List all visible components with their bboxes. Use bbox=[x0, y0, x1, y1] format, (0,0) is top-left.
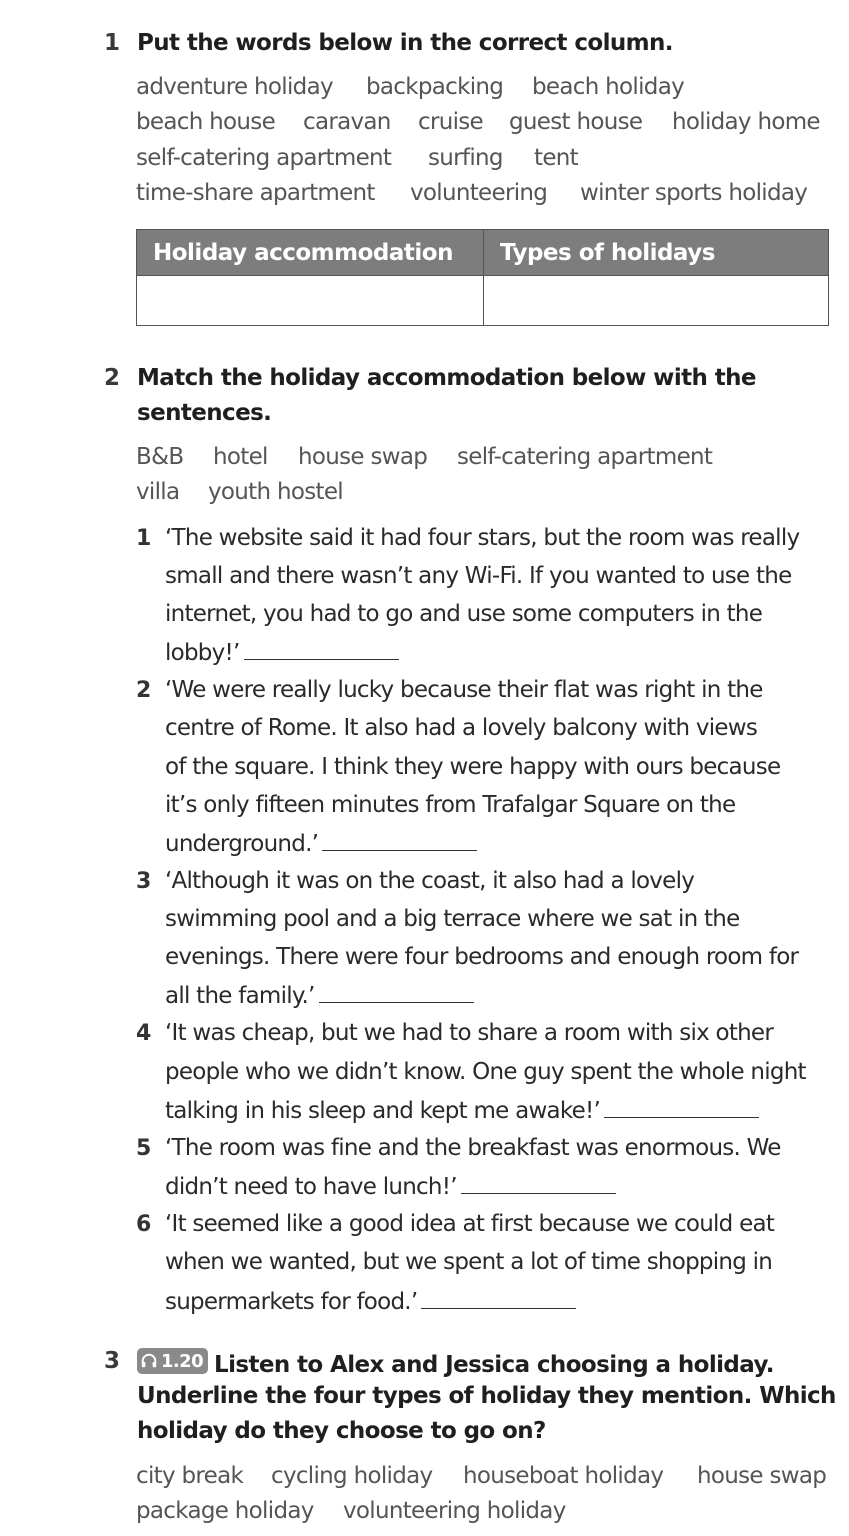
item-last-line: supermarkets for food.’ bbox=[165, 1288, 576, 1315]
ex1-word: winter sports holiday bbox=[580, 180, 808, 206]
ex1-word: beach holiday bbox=[532, 74, 685, 100]
ex1-word: guest house bbox=[509, 109, 643, 135]
item-last-line: didn’t need to have lunch!’ bbox=[165, 1173, 616, 1200]
item-number: 5 bbox=[136, 1136, 152, 1161]
item-text: when we wanted, but we spent a lot of time shopping in bbox=[165, 1249, 773, 1275]
item-text: ‘The website said it had four stars, but the room was really bbox=[165, 525, 800, 551]
ex1-word: beach house bbox=[136, 109, 276, 135]
item-text: internet, you had to go and use some computers in the bbox=[165, 601, 763, 627]
item-text: evenings. There were four bedrooms and enough room for bbox=[165, 944, 799, 970]
exercise-3-instruction: 1.20 Listen to Alex and Jessica choosing a holiday. bbox=[137, 1348, 774, 1378]
ex1-word: adventure holiday bbox=[136, 74, 333, 100]
exercise-3-instruction: holiday do they choose to go on? bbox=[137, 1418, 546, 1444]
item-number: 1 bbox=[136, 526, 152, 551]
ex2-word: villa bbox=[136, 479, 180, 505]
column-header-accommodation: Holiday accommodation bbox=[137, 230, 484, 276]
ex1-word: holiday home bbox=[672, 109, 820, 135]
ex1-word: cruise bbox=[418, 109, 484, 135]
item-text: swimming pool and a big terrace where we sat in the bbox=[165, 906, 740, 932]
exercise-2-instruction: Match the holiday accommodation below with the bbox=[137, 365, 756, 391]
exercise-1-instruction: Put the words below in the correct column. bbox=[137, 30, 673, 56]
item-text: ‘It was cheap, but we had to share a room with six other bbox=[165, 1020, 774, 1046]
answer-blank[interactable] bbox=[244, 639, 399, 660]
ex2-word: youth hostel bbox=[208, 479, 343, 505]
item-text: small and there wasn’t any Wi-Fi. If you wanted to use the bbox=[165, 563, 792, 589]
ex3-word[interactable]: volunteering holiday bbox=[343, 1498, 566, 1524]
item-text: it’s only fifteen minutes from Trafalgar Square on the bbox=[165, 792, 736, 818]
answer-blank[interactable] bbox=[319, 982, 474, 1003]
item-text: of the square. I think they were happy with ours because bbox=[165, 754, 781, 780]
exercise-2-instruction: sentences. bbox=[137, 400, 272, 426]
item-text: ‘We were really lucky because their flat was right in the bbox=[165, 677, 763, 703]
ex1-word: backpacking bbox=[366, 74, 504, 100]
ex3-word[interactable]: house swap bbox=[697, 1463, 827, 1489]
ex1-word: volunteering bbox=[410, 180, 548, 206]
answer-blank[interactable] bbox=[421, 1288, 576, 1309]
exercise-3-instruction: Underline the four types of holiday they mention. Which bbox=[137, 1383, 836, 1409]
item-last-line: all the family.’ bbox=[165, 982, 474, 1009]
headphones-icon bbox=[140, 1352, 158, 1370]
exercise-2-number: 2 bbox=[104, 365, 120, 391]
item-text: ‘The room was fine and the breakfast was enormous. We bbox=[165, 1135, 781, 1161]
item-number: 6 bbox=[136, 1212, 152, 1237]
ex2-word: B&B bbox=[136, 444, 184, 470]
ex2-word: self-catering apartment bbox=[457, 444, 713, 470]
exercise-1-number: 1 bbox=[104, 30, 120, 56]
ex3-word[interactable]: city break bbox=[136, 1463, 244, 1489]
column-header-holiday-types: Types of holidays bbox=[484, 230, 829, 276]
answer-blank[interactable] bbox=[604, 1097, 759, 1118]
item-last-line: talking in his sleep and kept me awake!’ bbox=[165, 1097, 759, 1124]
item-text: people who we didn’t know. One guy spent the whole night bbox=[165, 1059, 806, 1085]
ex1-word: surfing bbox=[428, 145, 503, 171]
ex3-word[interactable]: package holiday bbox=[136, 1498, 314, 1524]
ex1-word: self-catering apartment bbox=[136, 145, 392, 171]
audio-track-badge[interactable] bbox=[137, 1348, 208, 1374]
ex1-word: time-share apartment bbox=[136, 180, 375, 206]
answer-cell-accommodation[interactable] bbox=[137, 276, 484, 326]
ex1-word: tent bbox=[534, 145, 578, 171]
ex1-word: caravan bbox=[303, 109, 391, 135]
item-last-line: underground.’ bbox=[165, 830, 477, 857]
sorting-table bbox=[136, 229, 829, 326]
item-number: 2 bbox=[136, 678, 152, 703]
answer-cell-holiday-types[interactable] bbox=[484, 276, 829, 326]
audio-track-number: 1.20 bbox=[161, 1350, 204, 1372]
ex2-word: hotel bbox=[213, 444, 268, 470]
ex2-word: house swap bbox=[298, 444, 428, 470]
ex3-word[interactable]: cycling holiday bbox=[271, 1463, 433, 1489]
answer-blank[interactable] bbox=[461, 1173, 616, 1194]
item-number: 3 bbox=[136, 869, 152, 894]
ex3-word[interactable]: houseboat holiday bbox=[463, 1463, 664, 1489]
exercise-3-number: 3 bbox=[104, 1348, 120, 1374]
answer-blank[interactable] bbox=[322, 830, 477, 851]
item-text: centre of Rome. It also had a lovely balcony with views bbox=[165, 715, 758, 741]
item-text: ‘It seemed like a good idea at first because we could eat bbox=[165, 1211, 775, 1237]
item-number: 4 bbox=[136, 1021, 152, 1046]
item-last-line: lobby!’ bbox=[165, 639, 399, 666]
item-text: ‘Although it was on the coast, it also had a lovely bbox=[165, 868, 695, 894]
